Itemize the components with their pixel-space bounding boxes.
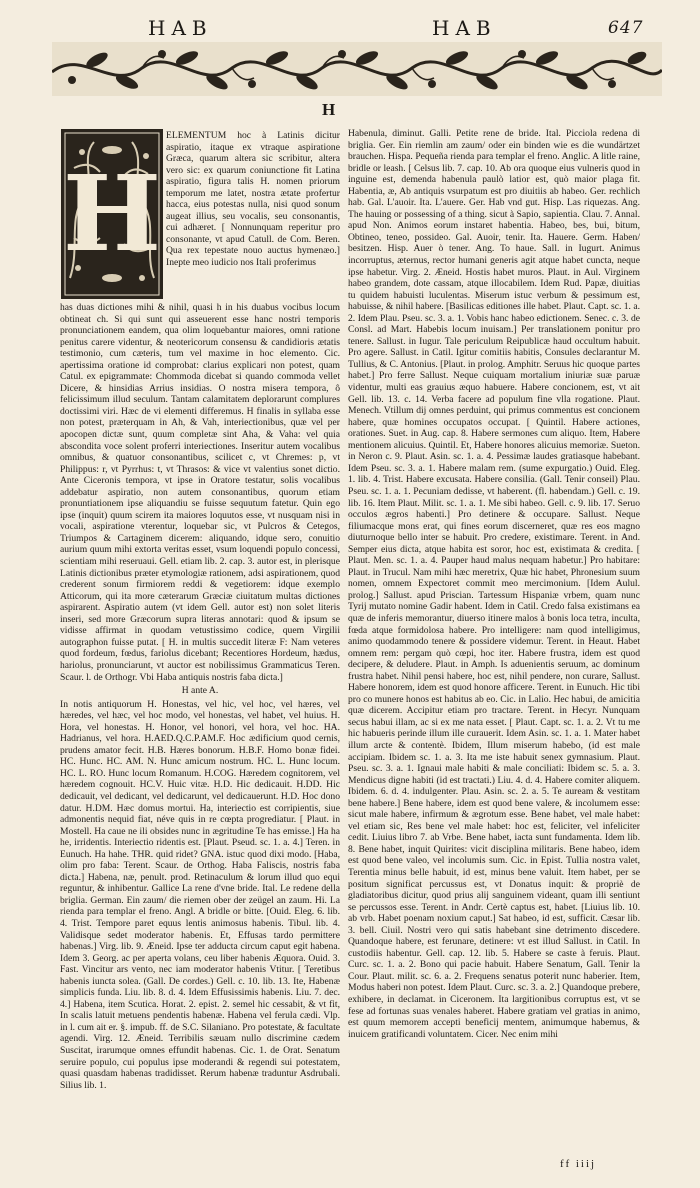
right-head: HAB — [432, 16, 497, 40]
entry-paragraph: Habenula, diminut. Galli. Petite rene de bride. Ital. Picciola redena di briglia. Ger. Ein riemlin am zaum/ oder ein binden wie es die wundärtzet brauchen. Hispa. Pequeña rienda para templar el freno. Anglic. A litle raine, bridle or leash. [ Celsus lib. 7. cap. 10. Ab ora quoque eius vulneris quod in inguine est, demenda habenula paulò latior est, quò maior plaga fit. Habentia, æ, Ab antiquis vsurpatum est pro diuitiis ab habeo. Ger. rechlich hab. Gal. L'auoir. Ita. L'auere. Ger. Hab vnd gut. Hisp. Las riquezas. Ang. The hauing or possessing of a thing. sicut à Sapio, sapientia. Clau. 7. Annal. apud Non. Animos eorum instaret habentia. Habeo, bes, bui, bitum, Obtineo, teneo, possideo. Gal. Auoir, tenir. Ita. Hauere. Germ. Haben/ besitzen. Hisp. Auer ò tener. Ang. To haue. Sall. in Iugurt. Animus incorruptus, æternus, rector humani generis agit atque habet cuncta, neque ipse habetur. Virg. 2. Æneid. Hostis habet muros. Plaut. in Aul. Virginem habeo grandem, dote cassam, atque illocabilem. Idem Rud. Papæ, diuitias tu quidem habuisti luculentas. Miserum istuc verbum & pessimum est, habuisse, & nihil habere. [Basilicas editiones ille habet. Plaut. Capt. sc. 1. a. 2. Idem Plau. Pseu. sc. 3. a. 1. Vobis hanc habeo edictionem. Senec. c. 3. de Consl. ad Mart. Habebis locum inuisam.] Per translationem ponitur pro tenere. Sallust. in Iugur. Tale periculum Reipublicæ haud occultum habuit. Pro agere. Sallust. in Catil. Igitur comitiis habitis, Consules declarantur M. Tullius, & C. Antonius. [Plaut. in prolog. Amphitr. Seruus hic quoque partes habet.] Pro ferre Sallust. Neque cuiquam mortalium iniuriæ suæ paruæ videntur, multi eas grauius æquo habuere. Habere concionem, est, vt ait Gell. lib. 13. c. 14. Verba facere ad populum fine vlla rogatione. Plaut. Menech. Vtillum dij omnes perduint, qui primus commentus est concionem habere, quæ homines occupatos occupat. [ Quintil. Habere actiones, orationes. Suet. in Aug. cap. 8. Habere sermones cum aliquo. Item, Habere mentionem alicuius. Quintil. Et, Habere honores alicuius memoriæ. Sueton. in Neron c. 9. Plaut. Asin. sc. 1. a. 4. Pessimæ laudes gratiasque habebant. Idem Pseu. sc. 3. a. 1. Habere malam rem. (sume expurgatio.) Ouid. Eleg. 1. lib. 4. Trist. Habere excusata. Habere consilia. (Gall. Tenir conseil) Plau. Pseu. sc. 1. a. 1. Pecuniam dedisse, vt haberent. (fl. habendam.) Gell. c. 19. lib. 16. Item Plaut. Milit. sc. 1. a. 1. Me sibi habeo. Gell. c. 9. lib. 17. Seruo occulos ægros habenti.] Pro detinere & occupare. Sallust. Neque filiumacque mons erat, qui fines eorum discerneret, quæ res eos magno diuturnoque bello inter se habuit. Pro credere, existimare. Terent. in And. Semper eius dicta, atque habita est soror, hoc est, existimata & credita. [ Plaut. Men. sc. 1. a. 4. Pauper haud malus nequam habetur.] Pro habitare: Plaut. in Trucul. Nam mihi hæc meretrix, Quæ hic habet, Phronesium suum nomen, omnem Expectoret commit meo mercimonium. [Idem Aulul. prolog.] Sallust. apud Priscian. Tartessum Hispaniæ vrbem, quam nunc Tyrij mutato nomine Gadir habent. Idem in Catil. Credo falsa existimans ea quæ de inferis memorantur, diuerso itinere malos à bonis loca tetra, inculta, fœda atque formidolosa habere. Pro intelligere: nam quod intelligimus, animo quodammodo tenere & possidere videmur. Terent. in Heaut. Habet omnem rem: pergam quò cœpi, hoc iter. Habere frustra, idem est quod decipere, & deludere. Plaut. in Amph. Is aduenientis seruum, ac dominum frustra habet. Nihil pensi habere, hoc est, nihil pendere, non curare, Sallust. Habere honorem, idem est quod honore afficere. Terent. in Eunuch. Hic tibi pro co munere honos est habitus ab eo. Cic. in Lalio. Hec habui, de amicitia quæ dicerem. Accipitur etiam pro tractare. Terent. in Hecyr. Nunquam secus habui illam, ac si ex me nata esset. [ Plaut. Capt. sc. 1. a. 2. Vt tu me hic habueris perinde illum ille curauerit. Idem Asin. sc. 1. a. 1. Mater habet illum arcte & contentè. Ibidem, Illum miserum habebo, (id est male accipiam. Ibidem sc. 1. a. 3. Ita me iste habuit senex gymnasium. Plaut. Pseu. sc. 3. a. 1. Ignaui male habiti & male conciliati: Ibidem sc. 5. a. 3. Mendicus digne habiti (id est tractati.) Liu. 4. d. 4. Habere comiter aliquem. Ibidem. 6. d. 4. indulgenter. Plau. Asin. sc. 2. a. 5. Te auream & vestitam bene habere.] Bene habere, idem est quod bene valere, & incolumem esse: sicut male habere, infirmum & ægrotum esse. Bene habet, vel male habet: vel etiam sic, Res bene vel male habet: hoc est, feliciter, vel infeliciter cedit. Liuius libro 7. ab Vrbe. Bene habet, iacta sunt fundamenta. Idem lib. 8. Bene habet, inquit Quirites: vicit disciplina militaris. Bene habeo, idem est quod bene valeo, vel incolumis sum. Cic. in Epist. Tullia nostra valet, Terentia minus belle habuit, id est, minus bene valuit. Item habet, per se positum significat percussus est, vt Donatus inquit: & propriè de gladiatoribus dicitur, quod prius alij sanguinem videant, quam illi sentiunt se percussos esse. Terent. in Andr. Certè captus est, habet. [Liuius lib. 10. ab vrb. Habet poenam noxium caput.] Sat habeo, id est, sufficit. Cæsar lib. 3. bell. Ciuil. Nostri vero qui satis habebant sine detrimento discedere. Quandoque habere, est ferunare, detinere: vt est illud Sallust. in Catil. In custodiis habentur. Gell. cap. 12. lib. 5. Habere se caste à feruis. Plaut. Curc. sc. 1. a. 2. Bono qui pacie habuit. Habere Senatum, Gall. Tenir la Cour. Plaut. milit. sc. 6. a. 2. Frequens senatus poterit nunc haberier. Item, Modus haberi non potest. Idem Plaut. Curc. sc. 3. a. 2.] Quandoque prebere, exhibere, in declamat. in Ciceronem. Ita largitionibus corruptus est, vt se fese ad fortunas suas venales haberet. Habere gratiam vel gratias in animo, est quum memorem accepti beneficij mentem, animumque habemus, & inuicem gratificandi voluntatem. Cicer. Nec enim mihi — [348, 128, 640, 1040]
entry-text-beside-initial — [166, 130, 340, 302]
ornate-initial-h — [60, 128, 164, 300]
signature-mark: ff iiij — [560, 1158, 597, 1170]
section-letter: H — [322, 100, 336, 119]
page-number: 647 — [608, 18, 644, 38]
entry-paragraph: In notis antiquorum H. Honestas, vel hic, vel hoc, vel hæres, vel hæredes, vel hæc, vel hoc modo, vel honestas, vel habet, vel huius. H. Hora, vel honestas. H. Honor, vel honori, vel hora, vel hoc. HA. Hadrianus, vel hora. H.AED.Q.C.P.AM.F. Hoc ædificium quod cernis, prudens amator fecit. H.B. Hæres bonorum. H.B.F. Homo bonæ fidei. HC. Hunc. HC. AM. N. Hunc amicum nostrum. HC. L. Hunc locum. HC. L. RO. Hunc locum Romanum. H.COG. Hæredem cognitorem, vel hæredem cognouit. HC.V. Huic vitæ. H.D. Hic dedicauit. H.DD. Hic dedicauit, vel dedicant, vel dedicarunt, vel dedicauerunt. H.D. Hoc dono datur. H.DM. Hæc domus mortui. Ha, interiectio est corripientis, siue admonentis nequid fiat, néve quis in re cœpta progrediatur. [ Plaut. in Mostell. Ha caue ne ili obsides nunc in ægritudine Te has emisse.] Ha ha he, irridentis. Interiectio ridentis est. [Plaut. Pseud. sc. 1. a. 4.] Teren. in Eunuch. Ha hahe. THR. quid ridet? GNA. istuc quod dixi modo. [Haba, olim pro faba: Terent. Scaur. de Orthog. Haba Faliscis, nostris faba dicta.] Habena, næ, penult. prod. Retinaculum & lorum illud quo equi reguntur, & inhibentur. Gallice La rene d'vne bride. Ital. Le redene della briglia. German. Ein zaum/ die riemen ober der zeügel an zaum. Hi. La rienda para templar el freno. Angl. A bridle or bitte. [Ouid. Eleg. 6. lib. 4. Trist. Tempore paret equus lentis animosus habenis. Tibul. lib. 4. Validisque sedet moderator habenis. Et, Effusas tardo permittere habenas.] Virg. lib. 9. Æneid. Ipse ter adducta circum caput egit habena. Idem 3. Georg. ac per aperta volans, ceu liber habenis Æquora. Ouid. 3. Fast. Vincitur ars vento, nec iam moderator habenis Vtitur. [ Teretibus habenis iuncta solea. (Gall. De cordes.) Gell. c. 10. lib. 13. Ite, Habenæ simplicis funda. Liu. lib. 8. d. 4. Idem Effusissimis habenis. Liu. 7. dec. 4.] Habena, item Scutica. Horat. 2. epist. 2. semel hic cessabit, & vt fit, In scalis latuit metuens pendentis habenæ. Habena vel ferula cædi. Vlp. in l. cum ait er. §. impub. ff. de S.C. Silaniano. Pro potestate, & facultate agendi. Virg. 12. Æneid. Terribilis sæuam nullo discrimine cædem Suscitat, irarumque omnes effundit habenas. Cic. 1. de Orat. Senatum seruire populo, cui populus ipse moderandi & regendi sui potestatem, quasi quasdam habenas tradidisset. Rerum habenæ traduntur Asdrubali. Silius lib. 1. — [60, 698, 340, 1091]
left-head: HAB — [148, 16, 213, 40]
subheading-h-ante-a: H ante A. — [181, 685, 219, 697]
left-column — [60, 302, 340, 1162]
right-column — [348, 128, 640, 1160]
entry-paragraph: ELEMENTUM hoc à Latinis dicitur aspiratio, itaque ex vtraque aspiratione Græca, quarum altera sic scribitur, altera vero sic: ex quarum coniunctione fit Latina aspiratio, figura talis H. nomen priorum temporum me latet, nostra ætate profertur hacca, eius potestas nulla, nisi quod sonum augeat illius, seu vocalis, seu consonantis, cui adhæret. [ Nonnunquam reperitur pro consonante, vt apud Catull. de Com. Beren. Qua rex tepestate nouo auctus hymenæo.] Inepte meo iudicio nos Itali proferimus — [166, 130, 340, 269]
initial-letter: H — [62, 152, 162, 275]
floral-banner — [52, 42, 662, 96]
entry-paragraph: has duas dictiones mihi & nihil, quasi h in his duabus vocibus locum obtineat ch. Si qui sunt qui asseuerent esse hanc nostri temporis pronunciationem eandem, qua olim loquebantur maiores, omni ratione penitus carere videntur, & neotericorum consensu & candidioris ætatis testimonio, cum cæteris, tum vel maxime in hoc elemento. Cic. apertissima oratione id comprobat: clarius explicari non potest, quam Catul. ex epigrammate: Chommoda dicebat si quando commoda vellet Dicere, & hinsidias Arrius insidias. O nostra misera tempora, ô felicissimum illud seculum. Tantam calamitatem deplorarunt complures doctissimi viri. Hæc de vi elementi differemus. H finalis in syllaba esse non potest, præterquam in Ah, & Vah, interiectionibus, quæ vel per apocopen dictæ sunt, quum completæ sint Aha, & Vaha: vel quia abscondita voce solent proferri interiectiones. Inseritur autem vocalibus omnibus, & quatuor consonantibus, scilicet c, vt Chremes: p, vt Philippus: r, vt Pyrrhus: t, vt Thrasos: & vice vt valentius sonet dictio. Ante Ciceronis tempora, vt ipse in Oratore testatur, solis vocalibus addebatur aspiratio, non autem consonantibus, quorum etiam pronuntiationem ipse aliquandiu se fuisse sequutum fatetur. Quin ego ipse (inquit) quum scirem ita maiores loquutos esse, vt nusquam nisi in vocali, aspiratione vterentur, loquebar sic, vt Pulcros & Cetegos, Triumpos & Cartaginem dicerem: aliquando, idque sero, conuitio aurium quum mihi extorta veritas esset, vsum loquendi populo concessi, scientiam mihi reseruaui. Gell. etiam lib. 2. cap. 3. autor est, in plerisque Latinis dictionibus præter etymologiæ rationem, adsi aspirationem, quod crederent sonum firmiorem reddi & vegetiorem: idque exemplo Atticorum, qui ita more cæterarum Græciæ ciuitatum multas dictiones aspirarent. Aspiratio autem (vt idem Gell. autor est) non solet literis inseri, sed more Græcorum supra literas annotari: quod & ipsum se vidisse affirmat in quodam vetustissimo codice, quem Virgilii autographon fuisse putat. [ H. in multis succedit literæ F: Nam veteres quod fordeum, fœdus, fariolus dicebant; Recentiores Hordeum, hædus, hariolus, pronunciarunt, vt auctor est nobilissimus Grammaticus Teren. Scaur. l. de Orthogr. Vbi Haba antiquis nostris faba dicta.] — [60, 302, 340, 683]
